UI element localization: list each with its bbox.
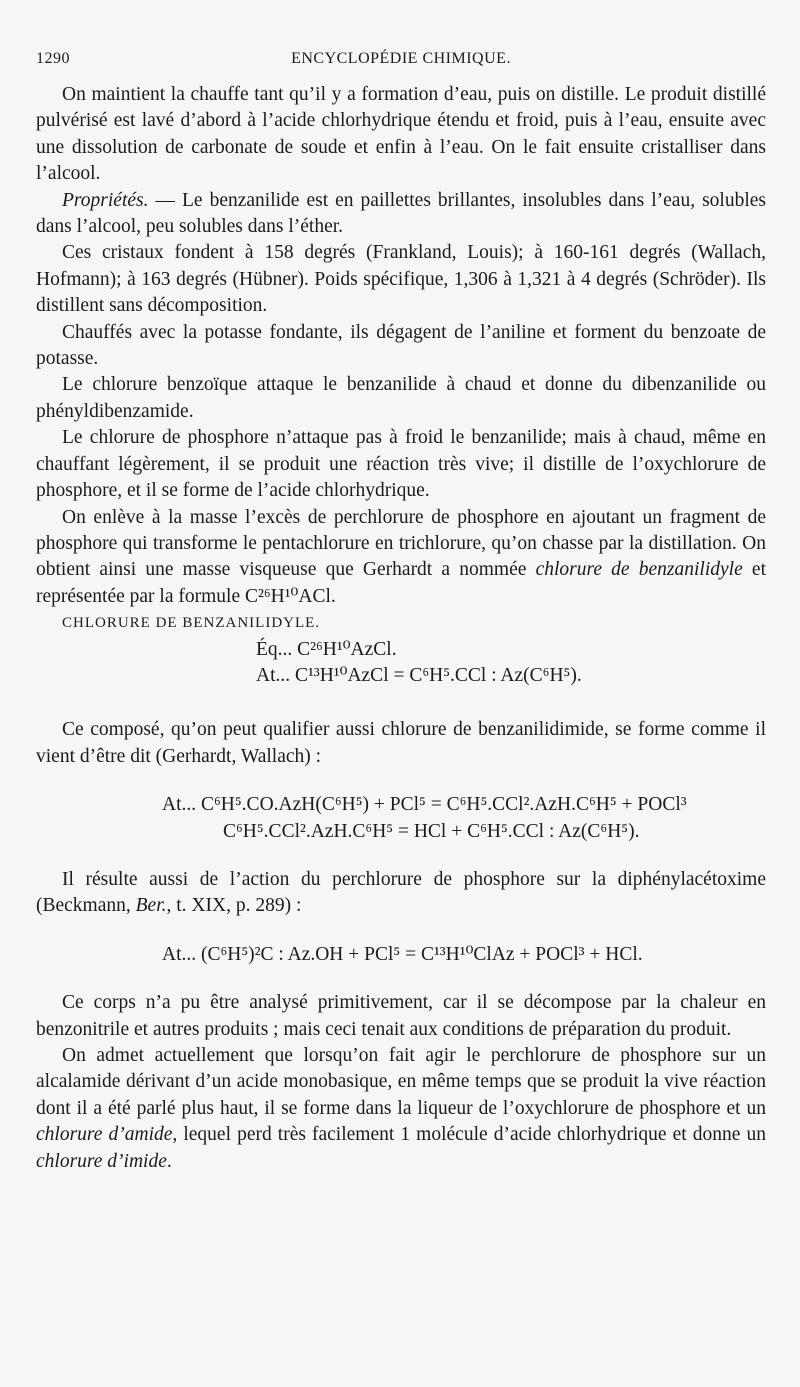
page-header — [36, 50, 766, 74]
emphasis: chlorure de benzanilidyle — [535, 559, 743, 581]
formula-atomic: At... C¹³H¹⁰AzCl = C⁶H⁵.CCl : Az(C⁶H⁵). — [256, 664, 582, 686]
paragraph — [36, 1043, 766, 1175]
paragraph-text: — Le benzanilide est en paillettes brillantes, insolubles dans l’eau, solubles dans l’alcool, peu solubles dans l’éther. — [36, 189, 766, 238]
paragraph — [36, 505, 766, 611]
paragraph: Ce composé, qu’on peut qualifier aussi chlorure de benzanilidimide, se forme comme il vient d’être dit (Gerhardt, Wallach) : — [36, 719, 766, 767]
paragraph-text: On enlève à la masse l’excès de perchlorure de phosphore en ajoutant un fragment de phosphore qui transforme le pentachlorure en trichlorure, qu’on chasse par la distillation. On obtient ainsi une masse visqueuse que Gerhardt a nommée — [36, 506, 766, 581]
paragraph: Le chlorure de phosphore n’attaque pas à froid le benzanilide; mais à chaud, même en chauffant légèrement, il se produit une réaction très vive; il distille de l’oxychlorure de phosphore, et il se forme de l’acide chlorhydrique. — [36, 427, 766, 502]
reaction-equation: C⁶H⁵.CCl².AzH.C⁶H⁵ = HCl + C⁶H⁵.CCl : Az(C⁶H⁵). — [223, 820, 640, 842]
reaction-equation: At... C⁶H⁵.CO.AzH(C⁶H⁵) + PCl⁵ = C⁶H⁵.CCl².AzH.C⁶H⁵ + POCl³ — [162, 794, 687, 816]
paragraph: Ce corps n’a pu être analysé primitivement, car il se décompose par la chaleur en benzonitrile et autres produits ; mais ceci tenait aux conditions de préparation du produit. — [36, 992, 766, 1040]
spacer — [36, 845, 766, 867]
emphasis: Ber. — [135, 895, 167, 917]
paragraph-text: , t. XIX, p. 289) : — [166, 895, 302, 917]
spacer — [36, 770, 766, 792]
paragraph-text: , lequel perd très facilement 1 molécule d’acide chlorhydrique et donne un — [172, 1124, 766, 1146]
formula-equivalent: Éq... C²⁶H¹⁰AzCl. — [256, 638, 397, 660]
section-label: Propriétés. — [62, 189, 149, 211]
paragraph-text: Il résulte aussi de l’action du perchlorure de phosphore sur la diphénylacétoxime (Beckmann, — [36, 868, 766, 917]
running-title: ENCYCLOPÉDIE CHIMIQUE. — [291, 50, 511, 67]
spacer — [36, 920, 766, 942]
paragraph: Le chlorure benzoïque attaque le benzanilide à chaud et donne du dibenzanilide ou phényldibenzamide. — [36, 374, 766, 422]
spacer — [36, 968, 766, 990]
emphasis: chlorure d’imide — [36, 1150, 167, 1172]
paragraph-text: On admet actuellement que lorsqu’on fait agir le perchlorure de phosphore sur un alcalamide dérivant d’un acide monobasique, en même temps que se produit la vive réaction dont il a été parlé plus haut, il se forme dans la liqueur de l’oxychlorure de phosphore et un — [36, 1045, 766, 1119]
paragraph: Chauffés avec la potasse fondante, ils dégagent de l’aniline et forment du benzoate de potasse. — [36, 321, 766, 370]
paragraph: On maintient la chauffe tant qu’il y a formation d’eau, puis on distille. Le produit distillé pulvérisé est lavé d’abord à l’acide chlorhydrique étendu et froid, puis à l’eau, ensuite avec une dissolution de carbonate de soude et enfin à l’eau. On le fait ensuite cristalliser dans l’alcool. — [36, 84, 766, 185]
paragraph — [36, 867, 766, 920]
paragraph-text: et représentée par la formule C²⁶H¹⁰ACl. — [36, 559, 766, 607]
emphasis: chlorure d’amide — [36, 1124, 173, 1146]
paragraph — [36, 188, 766, 241]
section-title: CHLORURE DE BENZANILIDYLE. — [62, 615, 321, 632]
spacer — [36, 689, 766, 717]
reaction-equation: At... (C⁶H⁵)²C : Az.OH + PCl⁵ = C¹³H¹⁰ClAz + POCl³ + HCl. — [162, 943, 643, 965]
page-body — [36, 82, 766, 1175]
paragraph: Ces cristaux fondent à 158 degrés (Frankland, Louis); à 160-161 degrés (Wallach, Hofmann); à 163 degrés (Hübner). Poids spécifique, 1,306 à 1,321 à 4 degrés (Schröder). Ils distillent sans décomposition. — [36, 242, 766, 317]
page-number: 1290 — [36, 50, 70, 67]
paragraph-text: . — [166, 1150, 172, 1172]
